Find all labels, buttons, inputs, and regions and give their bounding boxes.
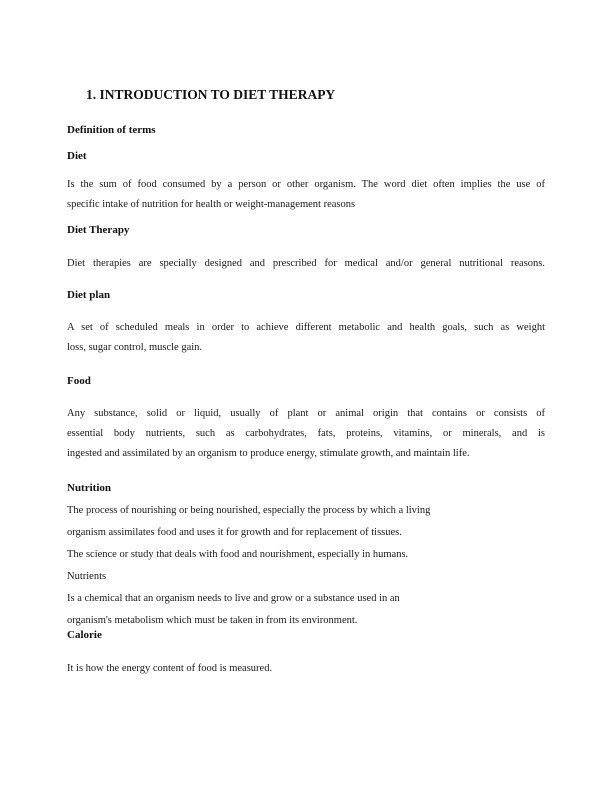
food-line-3: ingested and assimilated by an organism to produce energy, stimulate growth, and maintain life. (67, 448, 470, 459)
diet-line-2: specific intake of nutrition for health or weight-management reasons (67, 199, 356, 210)
food-line-2: essential body nutrients, such as carbohydrates, fats, proteins, vitamins, or minerals, and is (67, 428, 545, 439)
diet-therapy-line-1: Diet therapies are specially designed and prescribed for medical and/or general nutritional reasons. (67, 258, 545, 269)
food-definition (67, 404, 545, 464)
nutrition-line-1: The process of nourishing or being nourished, especially the process by which a living (67, 505, 431, 516)
calorie-definition (67, 659, 272, 679)
diet-therapy-definition (67, 254, 545, 274)
calorie-line-1: It is how the energy content of food is measured. (67, 663, 273, 674)
nutrition-definition (67, 500, 430, 632)
nutrients-line-1: Is a chemical that an organism needs to live and grow or a substance used in an (67, 593, 400, 604)
calorie-heading: Calorie (67, 629, 102, 641)
nutrients-line-2: organism's metabolism which must be taken in from its environment. (67, 615, 358, 626)
diet-plan-heading: Diet plan (67, 289, 111, 301)
diet-heading: Diet (67, 150, 87, 162)
diet-plan-line-2: loss, sugar control, muscle gain. (67, 342, 203, 353)
page-title: 1. INTRODUCTION TO DIET THERAPY (86, 87, 336, 102)
diet-definition (67, 175, 545, 215)
nutrition-line-2: organism assimilates food and uses it for growth and for replacement of tissues. (67, 527, 402, 538)
nutrition-heading: Nutrition (67, 482, 111, 494)
food-line-1: Any substance, solid or liquid, usually of plant or animal origin that contains or consists of (67, 408, 545, 419)
diet-therapy-heading: Diet Therapy (67, 224, 130, 236)
definitions-heading: Definition of terms (67, 124, 156, 136)
nutrients-label: Nutrients (67, 571, 107, 582)
nutrition-line-3: The science or study that deals with food and nourishment, especially in humans. (67, 549, 409, 560)
food-heading: Food (67, 375, 91, 387)
diet-plan-line-1: A set of scheduled meals in order to achieve different metabolic and health goals, such as weight (67, 322, 545, 333)
diet-line-1: Is the sum of food consumed by a person or other organism. The word diet often implies the use of (67, 179, 545, 190)
diet-plan-definition (67, 318, 545, 358)
